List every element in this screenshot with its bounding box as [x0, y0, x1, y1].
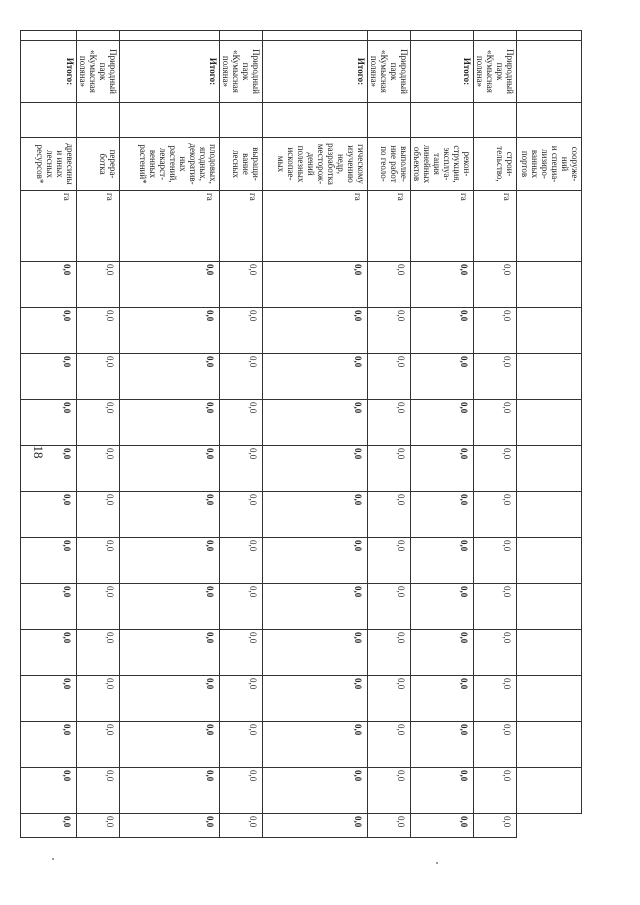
purpose-cell: сооруже- ний и специа- лизиро- ванных портов	[517, 138, 582, 191]
value-cell: 0,0	[77, 308, 120, 354]
table-row	[474, 31, 517, 838]
value-cell: 0,0	[263, 308, 368, 354]
empty-cell	[120, 31, 220, 41]
unit-cell: га	[368, 191, 411, 262]
value-cell: 0,0	[474, 722, 517, 768]
value-cell: 0,0	[220, 768, 263, 814]
value-cell: 0,0	[368, 768, 411, 814]
park-cell: Итого:	[120, 41, 220, 103]
value-cell: 0,0	[263, 676, 368, 722]
purpose-cell: плодовых, ягодных, декоратив- ных растений, лекарст- венных растений*	[120, 138, 220, 191]
purpose-cell: гическому изучению недр, разработка месторож- дений полезных ископае- мых	[263, 138, 368, 191]
value-cell: 0,0	[411, 584, 474, 630]
unit-cell: га	[263, 191, 368, 262]
value-cell: 0,0	[368, 400, 411, 446]
empty-cell	[517, 676, 582, 722]
value-cell: 0,0	[474, 814, 517, 838]
value-cell: 0,0	[120, 308, 220, 354]
value-cell: 0,0	[220, 630, 263, 676]
value-cell: 0,0	[21, 308, 77, 354]
value-cell: 0,0	[411, 814, 474, 838]
value-cell: 0,0	[220, 584, 263, 630]
value-cell: 0,0	[263, 584, 368, 630]
value-cell: 0,0	[77, 400, 120, 446]
value-cell: 0,0	[77, 262, 120, 308]
park-cell: Итого:	[21, 41, 77, 103]
value-cell: 0,0	[77, 446, 120, 492]
park-cell: Итого:	[411, 41, 474, 103]
value-cell: 0,0	[220, 676, 263, 722]
value-cell: 0,0	[474, 676, 517, 722]
value-cell: 0,0	[21, 768, 77, 814]
purpose-cell: перера- ботка	[77, 138, 120, 191]
empty-cell	[368, 31, 411, 41]
value-cell: 0,0	[368, 492, 411, 538]
page-number: 18	[31, 445, 46, 459]
value-cell: 0,0	[77, 584, 120, 630]
value-cell: 0,0	[220, 354, 263, 400]
table-row	[263, 31, 368, 838]
empty-cell	[517, 400, 582, 446]
value-cell: 0,0	[220, 400, 263, 446]
value-cell: 0,0	[263, 722, 368, 768]
park-cell: Итого:	[263, 41, 368, 103]
value-cell: 0,0	[411, 446, 474, 492]
value-cell: 0,0	[263, 768, 368, 814]
value-cell: 0,0	[263, 538, 368, 584]
value-cell: 0,0	[411, 492, 474, 538]
value-cell: 0,0	[368, 722, 411, 768]
value-cell: 0,0	[411, 630, 474, 676]
value-cell: 0,0	[263, 400, 368, 446]
value-cell: 0,0	[21, 584, 77, 630]
value-cell: 0,0	[368, 308, 411, 354]
empty-cell	[220, 31, 263, 41]
empty-cell	[263, 31, 368, 41]
scan-speck	[436, 862, 438, 864]
value-cell: 0,0	[120, 584, 220, 630]
value-cell: 0,0	[474, 492, 517, 538]
value-cell: 0,0	[411, 538, 474, 584]
value-cell: 0,0	[21, 262, 77, 308]
value-cell: 0,0	[368, 630, 411, 676]
value-cell: 0,0	[368, 262, 411, 308]
value-cell: 0,0	[21, 492, 77, 538]
value-cell: 0,0	[474, 768, 517, 814]
value-cell: 0,0	[21, 354, 77, 400]
value-cell: 0,0	[220, 538, 263, 584]
value-cell: 0,0	[368, 446, 411, 492]
value-cell: 0,0	[77, 492, 120, 538]
park-cell: Природный парк «Кумысная поляна»	[368, 41, 411, 103]
value-cell: 0,0	[411, 354, 474, 400]
value-cell: 0,0	[368, 814, 411, 838]
purpose-cell: древесины и иных лесных ресурсов*	[21, 138, 77, 191]
value-cell: 0,0	[77, 538, 120, 584]
value-cell: 0,0	[220, 814, 263, 838]
value-cell: 0,0	[474, 446, 517, 492]
value-cell: 0,0	[411, 400, 474, 446]
purpose-cell: строи- тельство,	[474, 138, 517, 191]
value-cell: 0,0	[120, 676, 220, 722]
park-cell: Природный парк «Кумысная поляна»	[77, 41, 120, 103]
value-cell: 0,0	[263, 814, 368, 838]
empty-cell	[517, 262, 582, 308]
empty-cell	[21, 31, 77, 41]
value-cell: 0,0	[474, 400, 517, 446]
value-cell: 0,0	[120, 354, 220, 400]
value-cell: 0,0	[474, 354, 517, 400]
empty-cell	[77, 31, 120, 41]
unit-cell: га	[120, 191, 220, 262]
value-cell: 0,0	[77, 722, 120, 768]
empty-cell	[474, 103, 517, 138]
unit-cell: га	[21, 191, 77, 262]
empty-cell	[120, 103, 220, 138]
land-use-table	[20, 30, 582, 838]
table-row	[220, 31, 263, 838]
value-cell: 0,0	[120, 814, 220, 838]
value-cell: 0,0	[77, 676, 120, 722]
empty-cell	[517, 191, 582, 262]
value-cell: 0,0	[220, 492, 263, 538]
empty-cell	[517, 538, 582, 584]
value-cell: 0,0	[21, 676, 77, 722]
empty-cell	[368, 103, 411, 138]
value-cell: 0,0	[411, 308, 474, 354]
empty-cell	[517, 584, 582, 630]
value-cell: 0,0	[411, 722, 474, 768]
table-row	[77, 31, 120, 838]
empty-cell	[517, 446, 582, 492]
value-cell: 0,0	[77, 768, 120, 814]
value-cell: 0,0	[220, 262, 263, 308]
value-cell: 0,0	[263, 492, 368, 538]
value-cell: 0,0	[220, 722, 263, 768]
empty-cell	[21, 103, 77, 138]
value-cell: 0,0	[120, 630, 220, 676]
value-cell: 0,0	[120, 262, 220, 308]
purpose-cell: рекон- струкция, эксплуа- тация линейных объектов	[411, 138, 474, 191]
value-cell: 0,0	[411, 676, 474, 722]
unit-cell: га	[220, 191, 263, 262]
unit-cell: га	[474, 191, 517, 262]
park-cell: Природный парк «Кумысная поляна»	[220, 41, 263, 103]
value-cell: 0,0	[120, 768, 220, 814]
unit-cell: га	[411, 191, 474, 262]
value-cell: 0,0	[474, 262, 517, 308]
value-cell: 0,0	[474, 538, 517, 584]
purpose-cell: выполне- ние работ по геоло-	[368, 138, 411, 191]
empty-cell	[517, 103, 582, 138]
value-cell: 0,0	[474, 308, 517, 354]
empty-cell	[263, 103, 368, 138]
value-cell: 0,0	[21, 538, 77, 584]
empty-cell	[411, 103, 474, 138]
unit-cell: га	[77, 191, 120, 262]
table-row	[21, 31, 77, 838]
value-cell: 0,0	[120, 446, 220, 492]
empty-cell	[220, 103, 263, 138]
empty-cell	[517, 31, 582, 41]
value-cell: 0,0	[263, 630, 368, 676]
purpose-cell: выращи- вание лесных	[220, 138, 263, 191]
value-cell: 0,0	[220, 308, 263, 354]
value-cell: 0,0	[263, 262, 368, 308]
empty-cell	[517, 722, 582, 768]
value-cell: 0,0	[368, 676, 411, 722]
empty-cell	[411, 31, 474, 41]
empty-cell	[517, 630, 582, 676]
table-row	[368, 31, 411, 838]
value-cell: 0,0	[77, 814, 120, 838]
empty-cell	[517, 308, 582, 354]
value-cell: 0,0	[21, 400, 77, 446]
empty-cell	[517, 768, 582, 814]
value-cell: 0,0	[220, 446, 263, 492]
value-cell: 0,0	[21, 814, 77, 838]
value-cell: 0,0	[77, 354, 120, 400]
value-cell: 0,0	[411, 768, 474, 814]
value-cell: 0,0	[120, 538, 220, 584]
value-cell: 0,0	[120, 492, 220, 538]
empty-cell	[474, 31, 517, 41]
value-cell: 0,0	[77, 630, 120, 676]
empty-cell	[77, 103, 120, 138]
value-cell: 0,0	[474, 584, 517, 630]
value-cell: 0,0	[263, 446, 368, 492]
table-row	[411, 31, 474, 838]
value-cell: 0,0	[411, 262, 474, 308]
value-cell: 0,0	[263, 354, 368, 400]
value-cell: 0,0	[368, 584, 411, 630]
value-cell: 0,0	[368, 538, 411, 584]
value-cell: 0,0	[120, 400, 220, 446]
value-cell: 0,0	[368, 354, 411, 400]
table-row	[517, 31, 582, 838]
table-row	[120, 31, 220, 838]
empty-cell	[517, 41, 582, 103]
empty-cell	[517, 354, 582, 400]
scan-speck	[52, 858, 54, 860]
value-cell: 0,0	[120, 722, 220, 768]
value-cell: 0,0	[21, 722, 77, 768]
value-cell: 0,0	[21, 630, 77, 676]
park-cell: Природный парк «Кумысная поляна»	[474, 41, 517, 103]
empty-cell	[517, 492, 582, 538]
value-cell: 0,0	[21, 446, 77, 492]
value-cell: 0,0	[474, 630, 517, 676]
